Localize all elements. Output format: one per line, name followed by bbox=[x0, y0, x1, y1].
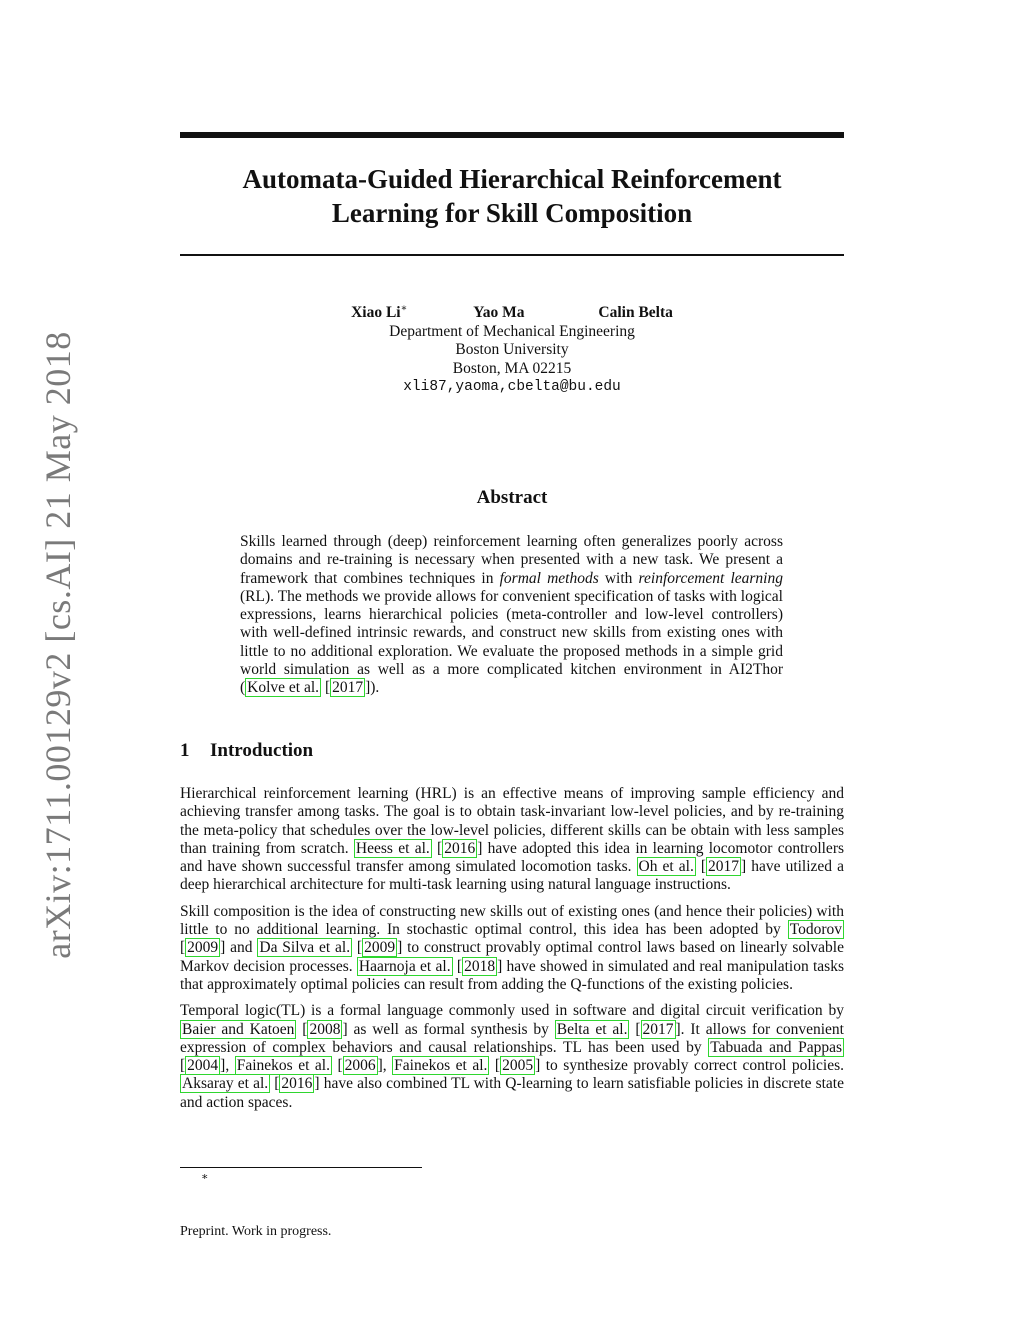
author-names bbox=[180, 300, 844, 323]
title-line-1: Automata-Guided Hierarchical Reinforcement bbox=[242, 164, 782, 194]
abstract-text-4: [ bbox=[321, 679, 331, 697]
paper-title bbox=[180, 162, 844, 230]
p2-text-2: ] and bbox=[220, 939, 258, 957]
citation-link[interactable]: Belta et al. bbox=[556, 1020, 628, 1038]
p2-text-3: ] to construct provably optimal control laws based on linearly solvable Markov decision processes. bbox=[180, 939, 844, 975]
citation-link[interactable]: Kolve et al. bbox=[247, 679, 320, 697]
p3-text-6: ] to synthesize provably correct control policies. bbox=[535, 1057, 844, 1075]
citation-link[interactable]: Fainekos et al. bbox=[236, 1057, 330, 1075]
citation-year-link[interactable]: 2009 bbox=[187, 939, 219, 957]
author-1-footnote-mark: ∗ bbox=[400, 303, 408, 314]
author-2: Yao Ma bbox=[473, 304, 525, 322]
title-rule-top bbox=[180, 132, 844, 138]
author-1 bbox=[351, 300, 407, 323]
p3-text-1: Temporal logic(TL) is a formal language commonly used in software and digital circuit verification by bbox=[180, 1002, 844, 1020]
p3-text-4: ], bbox=[220, 1057, 235, 1075]
citation-year-link[interactable]: 2016 bbox=[444, 839, 476, 857]
title-line-2: Learning for Skill Composition bbox=[331, 198, 693, 228]
p1-text-3: ] have utilized a deep hierarchical architecture for multi-task learning using natural language instructions. bbox=[180, 858, 844, 894]
p2-text-1: Skill composition is the idea of constructing new skills out of existing ones (and hence their policies) with little to no additional learning. In stochastic optimal control, this idea has been adopted by bbox=[180, 902, 844, 939]
preprint-note: Preprint. Work in progress. bbox=[180, 1224, 332, 1239]
citation-year-link[interactable]: 2017 bbox=[708, 858, 740, 876]
citation-year-link[interactable]: 2016 bbox=[281, 1075, 313, 1093]
p3-text-3: ]. It allows for convenient expression of complex behaviors and causal relationships. TL has been used by bbox=[180, 1020, 844, 1056]
citation-link[interactable]: Haarnoja et al. bbox=[358, 957, 451, 975]
citation-link[interactable]: Oh et al. bbox=[638, 858, 694, 876]
affiliation-university: Boston University bbox=[455, 341, 569, 359]
paragraph-1: Hierarchical reinforcement learning (HRL) is an effective means of improving sample efficiency and achieving transfer among tasks. The goal is to obtain task-invariant low-level policies, and by re-training the meta-policy that schedules over the low-level policies, different skills can be obtain with less samples than training from scratch. Heess et al. [ 2016 ] have adopted this idea in learning locomotor controllers and have shown successful transfer among simulated locomotion tasks. Oh et al. [ 2017 ] have utilized a deep hierarchical architecture for multi-task learning using natural language instructions. bbox=[180, 785, 845, 894]
citation-year-link[interactable]: 2005 bbox=[502, 1057, 534, 1075]
abstract-text-1: Skills learned through (deep) reinforcement learning often generalizes poorly across domains and re-training is necessary when presented with a new task. We present a framework that combines techniques in bbox=[240, 533, 783, 587]
footnote-mark: ∗ bbox=[201, 1171, 209, 1183]
abstract-emphasis-1: formal methods bbox=[499, 569, 599, 587]
citation-link[interactable]: Heess et al. bbox=[355, 839, 430, 857]
body-text bbox=[180, 785, 844, 1120]
abstract-text-3: (RL). The methods we provide allows for convenient specification of tasks with logical expressions, learns hierarchical policies (meta-controller and low-level controllers) with well-defined intrinsic rewards, and construct new skills from existing ones with little to no additional exploration. We evaluate the proposed methods in a simple grid world simulation as well as a more complicated kitchen environment in AI2Thor ( bbox=[240, 587, 783, 697]
citation-link[interactable]: Baier and Katoen bbox=[182, 1020, 295, 1038]
p3-text-7: ] have also combined TL with Q-learning to learn satisfiable policies in discrete state and action spaces. bbox=[180, 1075, 844, 1111]
citation-year-link[interactable]: 2006 bbox=[344, 1057, 376, 1075]
citation-year-link[interactable]: 2018 bbox=[464, 957, 496, 975]
p1-text-2: ] have adopted this idea in learning locomotor controllers and have shown successful transfer among simulated locomotion tasks. bbox=[180, 839, 845, 876]
section-heading bbox=[180, 740, 844, 762]
abstract-text-2: with bbox=[598, 569, 639, 587]
affiliation-department: Department of Mechanical Engineering bbox=[389, 322, 635, 340]
citation-link[interactable]: Da Silva et al. bbox=[259, 939, 351, 957]
p3-text-2: ] as well as formal synthesis by bbox=[342, 1020, 555, 1038]
paragraph-3: Temporal logic(TL) is a formal language commonly used in software and digital circuit verification by Baier and Katoen [ 2008 ] as well as formal synthesis by Belta et al. [ 2017 ]. It allows for convenient expression of complex behaviors and causal relationships. TL has been used by Tabuada and Pappas [ 2004 ], Fainekos et al. [ 2006 ], Fainekos et al. [ 2005 ] to synthesize provably correct control policies. Aksaray et al. [ 2016 ] have also combined TL with Q-learning to learn satisfiable policies in discrete state and action spaces. bbox=[180, 1002, 844, 1111]
citation-year-link[interactable]: 2009 bbox=[364, 939, 396, 957]
section-title: Introduction bbox=[210, 740, 314, 761]
abstract-emphasis-2: reinforcement learning bbox=[638, 569, 783, 587]
abstract-text-5: ]). bbox=[365, 679, 380, 697]
citation-year-link[interactable]: 2004 bbox=[187, 1057, 219, 1075]
p3-text-5: ], bbox=[377, 1057, 393, 1075]
citation-year-link[interactable]: 2017 bbox=[642, 1020, 674, 1038]
abstract-text bbox=[240, 533, 783, 698]
p1-text-1: Hierarchical reinforcement learning (HRL) is an effective means of improving sample efficiency and achieving transfer among tasks. The goal is to obtain task-invariant low-level policies, and by re-training the meta-policy that schedules over the low-level policies, different skills can be obtain with less samples than training from scratch. bbox=[180, 785, 844, 857]
affiliation-address: Boston, MA 02215 bbox=[452, 359, 572, 377]
arxiv-stamp: arXiv:1711.00129v2 [cs.AI] 21 May 2018 bbox=[38, 331, 78, 959]
citation-link[interactable]: Todorov bbox=[789, 921, 842, 939]
citation-year-link[interactable]: 2008 bbox=[309, 1020, 341, 1038]
citation-link[interactable]: Aksaray et al. bbox=[182, 1075, 269, 1093]
paragraph-2: Skill composition is the idea of constructing new skills out of existing ones (and hence their policies) with little to no additional learning. In stochastic optimal control, this idea has been adopted by Todorov [ 2009 ] and Da Silva et al. [ 2009 ] to construct provably optimal control laws based on linearly solvable Markov decision processes. Haarnoja et al. [ 2018 ] have showed in simulated and real manipulation tasks that approximately optimal policies can result from adding the Q-functions of the existing policies. bbox=[180, 902, 844, 993]
p2-text-4: ] have showed in simulated and real manipulation tasks that approximately optimal policies can result from adding the Q-functions of the existing policies. bbox=[180, 957, 844, 993]
author-1-name: Xiao Li bbox=[351, 304, 401, 322]
author-block bbox=[180, 300, 844, 397]
author-3: Calin Belta bbox=[598, 304, 673, 322]
title-rule-bottom bbox=[180, 254, 844, 256]
footnote-rule bbox=[180, 1167, 422, 1168]
citation-year-link[interactable]: 2017 bbox=[332, 679, 364, 697]
citation-link[interactable]: Tabuada and Pappas bbox=[710, 1038, 842, 1056]
citation-link[interactable]: Fainekos et al. bbox=[394, 1057, 488, 1075]
section-number: 1 bbox=[180, 740, 190, 761]
abstract-heading: Abstract bbox=[476, 487, 548, 508]
author-emails: xli87,yaoma,cbelta@bu.edu bbox=[403, 379, 621, 396]
